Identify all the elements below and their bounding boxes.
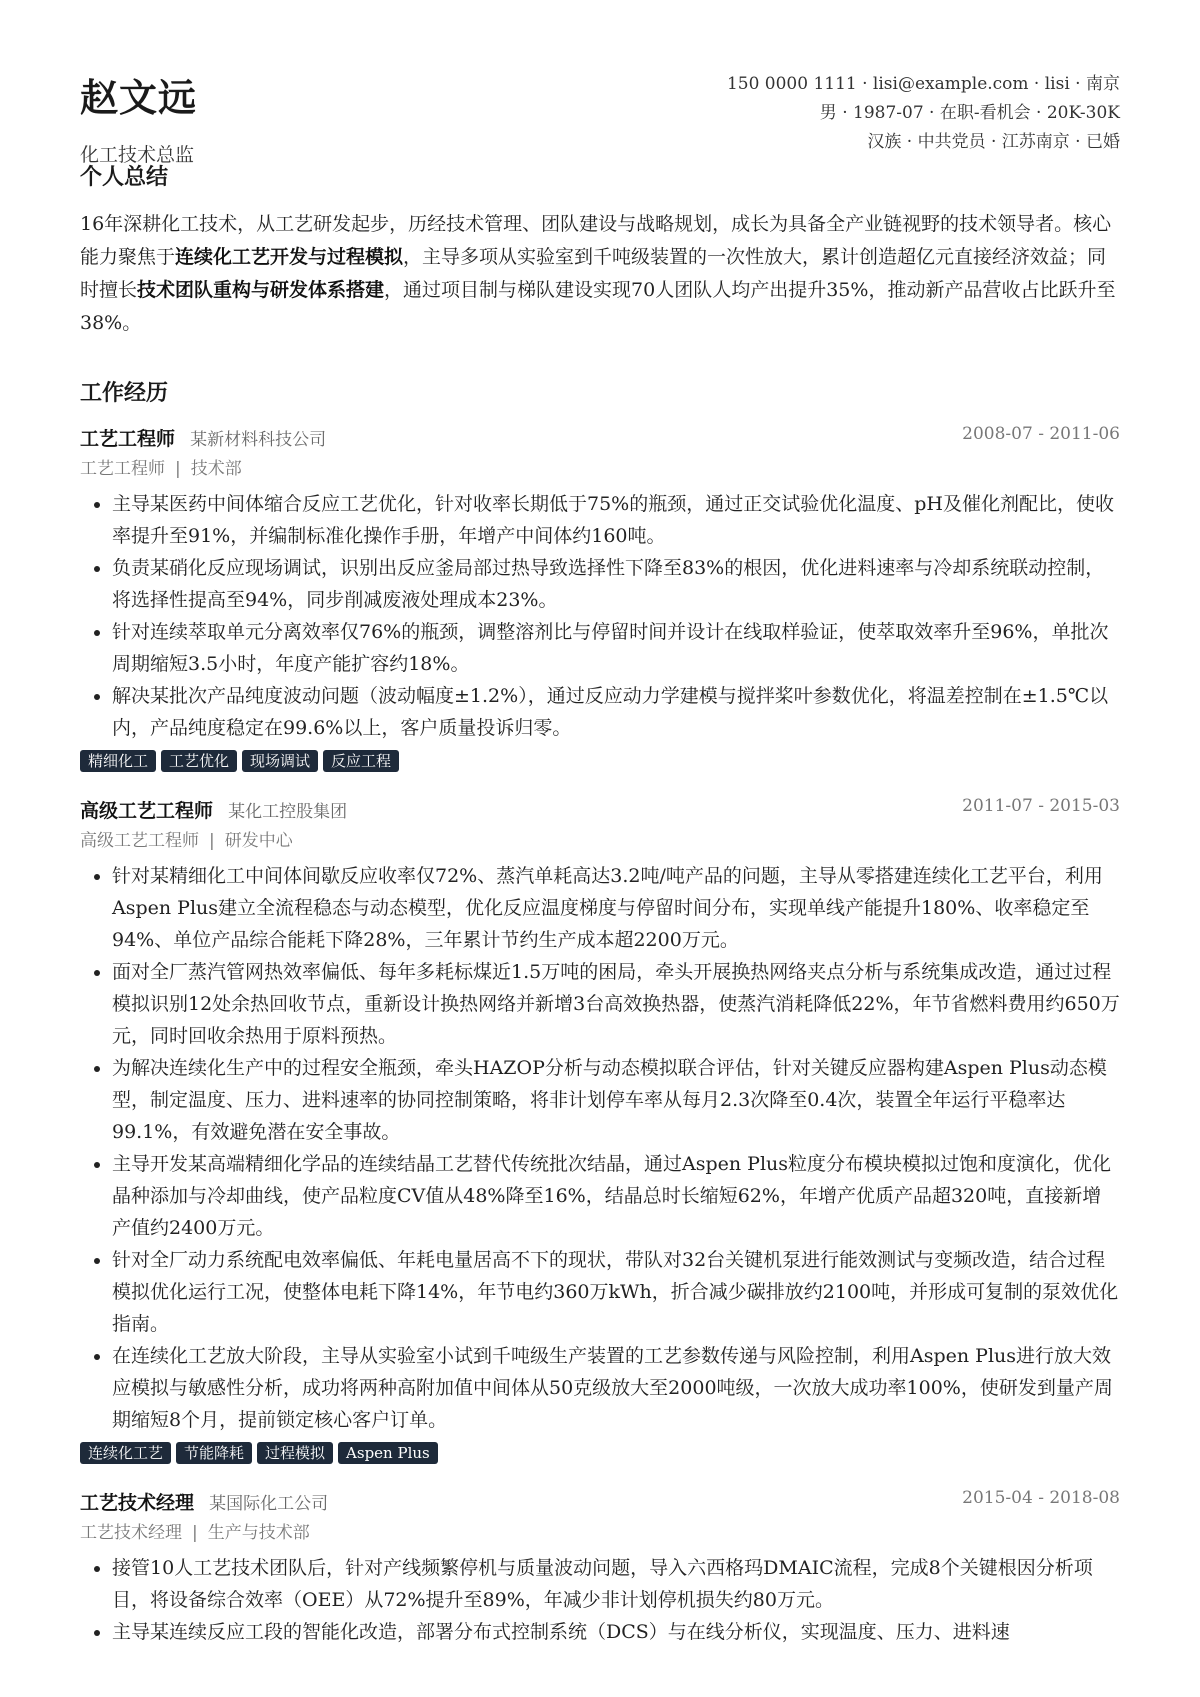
job-title: 高级工艺工程师 xyxy=(80,800,214,822)
summary-part-1: 16年深耕化工技术，从工艺研发起步，历经技术管理、团队建设与战略规划，成长为具备全产业链视野的技术领导者。核心能力聚焦于 xyxy=(80,213,1112,268)
experience-heading: 工作经历 xyxy=(80,380,169,406)
job-company: 某国际化工公司 xyxy=(209,1494,329,1514)
job-bullet: • 针对全厂动力系统配电效率偏低、年耗电量居高不下的现状，带队对32台关键机泵进行能效测试与变频改造，结合过程模拟优化运行工况，使整体电耗下降14%，年节电约360万kWh，折合减少碳排放约2100吨，并形成可复制的泵效优化指南。 xyxy=(112,1244,1120,1340)
job-bullets xyxy=(80,488,1120,744)
summary-heading: 个人总结 xyxy=(80,164,169,190)
job-bullet: • 主导某医药中间体缩合反应工艺优化，针对收率长期低于75%的瓶颈，通过正交试验优化温度、pH及催化剂配比，使收率提升至91%，并编制标准化操作手册，年增产中间体约160吨。 xyxy=(112,488,1120,552)
job-separator: | xyxy=(209,831,215,851)
summary-part-3: ，通过项目制与梯队建设实现70人团队人均产出提升35%，推动新产品营收占比跃升至38%。 xyxy=(80,279,1116,334)
job-company: 某新材料科技公司 xyxy=(190,430,327,450)
job-bullet: • 主导某连续反应工段的智能化改造，部署分布式控制系统（DCS）与在线分析仪，实现温度、压力、进料速 xyxy=(112,1616,1120,1648)
job-bullet: • 主导开发某高端精细化学品的连续结晶工艺替代传统批次结晶，通过Aspen Plus粒度分布模块模拟过饱和度演化，优化晶种添加与冷却曲线，使产品粒度CV值从48%降至16%，结晶总时长缩短62%，年增产优质产品超320吨，直接新增产值约2400万元。 xyxy=(112,1148,1120,1244)
job-entry xyxy=(80,796,1120,1468)
job-role: 工艺工程师 xyxy=(80,459,165,479)
job-separator: | xyxy=(192,1523,198,1543)
job-title: 工艺工程师 xyxy=(80,428,176,450)
job-date: 2011-07 - 2015-03 xyxy=(962,796,1120,816)
skill-tag: 过程模拟 xyxy=(257,1442,333,1464)
job-bullet: • 接管10人工艺技术团队后，针对产线频繁停机与质量波动问题，导入六西格玛DMAIC流程，完成8个关键根因分析项目，将设备综合效率（OEE）从72%提升至89%，年减少非计划停机损失约80万元。 xyxy=(112,1552,1120,1616)
job-role-line xyxy=(80,456,1120,482)
job-role-line xyxy=(80,828,1120,854)
job-department: 生产与技术部 xyxy=(207,1523,310,1543)
job-date: 2015-04 - 2018-08 xyxy=(962,1488,1120,1508)
job-department: 技术部 xyxy=(190,459,242,479)
job-bullet: • 负责某硝化反应现场调试，识别出反应釜局部过热导致选择性下降至83%的根因，优化进料速率与冷却系统联动控制，将选择性提高至94%，同步削减废液处理成本23%。 xyxy=(112,552,1120,616)
job-bullets xyxy=(80,1552,1120,1648)
job-date: 2008-07 - 2011-06 xyxy=(962,424,1120,444)
skill-tags xyxy=(80,750,1120,776)
skill-tags xyxy=(80,1442,1120,1468)
job-role: 高级工艺工程师 xyxy=(80,831,199,851)
skill-tag: 连续化工艺 xyxy=(80,1442,171,1464)
job-bullet: • 面对全厂蒸汽管网热效率偏低、每年多耗标煤近1.5万吨的困局，牵头开展换热网络夹点分析与系统集成改造，通过过程模拟识别12处余热回收节点，重新设计换热网络并新增3台高效换热器，使蒸汽消耗降低22%，年节省燃料费用约650万元，同时回收余热用于原料预热。 xyxy=(112,956,1120,1052)
skill-tag: 节能降耗 xyxy=(176,1442,252,1464)
summary-highlight-2: 技术团队重构与研发体系搭建 xyxy=(137,279,385,301)
skill-tag: Aspen Plus xyxy=(338,1442,438,1464)
job-bullet: • 在连续化工艺放大阶段，主导从实验室小试到千吨级生产装置的工艺参数传递与风险控制，利用Aspen Plus进行放大效应模拟与敏感性分析，成功将两种高附加值中间体从50克级放大至2000吨级，一次放大成功率100%，使研发到量产周期缩短8个月，提前锁定核心客户订单。 xyxy=(112,1340,1120,1436)
job-bullet: • 解决某批次产品纯度波动问题（波动幅度±1.2%），通过反应动力学建模与搅拌桨叶参数优化，将温差控制在±1.5℃以内，产品纯度稳定在99.6%以上，客户质量投诉归零。 xyxy=(112,680,1120,744)
skill-tag: 反应工程 xyxy=(323,750,399,772)
job-entry xyxy=(80,1488,1120,1648)
job-company: 某化工控股集团 xyxy=(228,802,348,822)
skill-tag: 工艺优化 xyxy=(161,750,237,772)
summary-highlight-1: 连续化工艺开发与过程模拟 xyxy=(175,246,404,268)
contact-line-3: 汉族 · 中共党员 · 江苏南京 · 已婚 xyxy=(867,132,1120,152)
resume-header xyxy=(80,0,1120,166)
skill-tag: 现场调试 xyxy=(242,750,318,772)
contact-line-2: 男 · 1987-07 · 在职-看机会 · 20K-30K xyxy=(819,103,1120,123)
candidate-name: 赵文远 xyxy=(80,75,198,120)
job-entry xyxy=(80,424,1120,776)
job-bullets xyxy=(80,860,1120,1436)
contact-line-1: 150 0000 1111 · lisi@example.com · lisi · 南京 xyxy=(726,74,1120,94)
job-header xyxy=(80,796,1120,826)
job-title: 工艺技术经理 xyxy=(80,1492,195,1514)
summary-part-2: ，主导多项从实验室到千吨级装置的一次性放大，累计创造超亿元直接经济效益；同时擅长 xyxy=(80,246,1107,301)
skill-tag: 精细化工 xyxy=(80,750,156,772)
job-separator: | xyxy=(175,459,181,479)
contact-info xyxy=(727,70,1120,157)
experience-section xyxy=(80,378,1120,1648)
job-role: 工艺技术经理 xyxy=(80,1523,182,1543)
job-header xyxy=(80,1488,1120,1518)
job-header xyxy=(80,424,1120,454)
job-bullet: • 为解决连续化生产中的过程安全瓶颈，牵头HAZOP分析与动态模拟联合评估，针对关键反应器构建Aspen Plus动态模型，制定温度、压力、进料速率的协同控制策略，将非计划停车率从每月2.3次降至0.4次，装置全年运行平稳率达99.1%，有效避免潜在安全事故。 xyxy=(112,1052,1120,1148)
job-department: 研发中心 xyxy=(224,831,293,851)
candidate-title: 化工技术总监 xyxy=(80,144,195,166)
summary-text xyxy=(80,208,1120,340)
job-bullet: • 针对某精细化工中间体间歇反应收率仅72%、蒸汽单耗高达3.2吨/吨产品的问题，主导从零搭建连续化工艺平台，利用Aspen Plus建立全流程稳态与动态模型，优化反应温度梯度与停留时间分布，实现单线产能提升180%、收率稳定至94%、单位产品综合能耗下降28%，三年累计节约生产成本超2200万元。 xyxy=(112,860,1120,956)
job-role-line xyxy=(80,1520,1120,1546)
summary-section xyxy=(80,162,1120,340)
job-bullet: • 针对连续萃取单元分离效率仅76%的瓶颈，调整溶剂比与停留时间并设计在线取样验证，使萃取效率升至96%，单批次周期缩短3.5小时，年度产能扩容约18%。 xyxy=(112,616,1120,680)
